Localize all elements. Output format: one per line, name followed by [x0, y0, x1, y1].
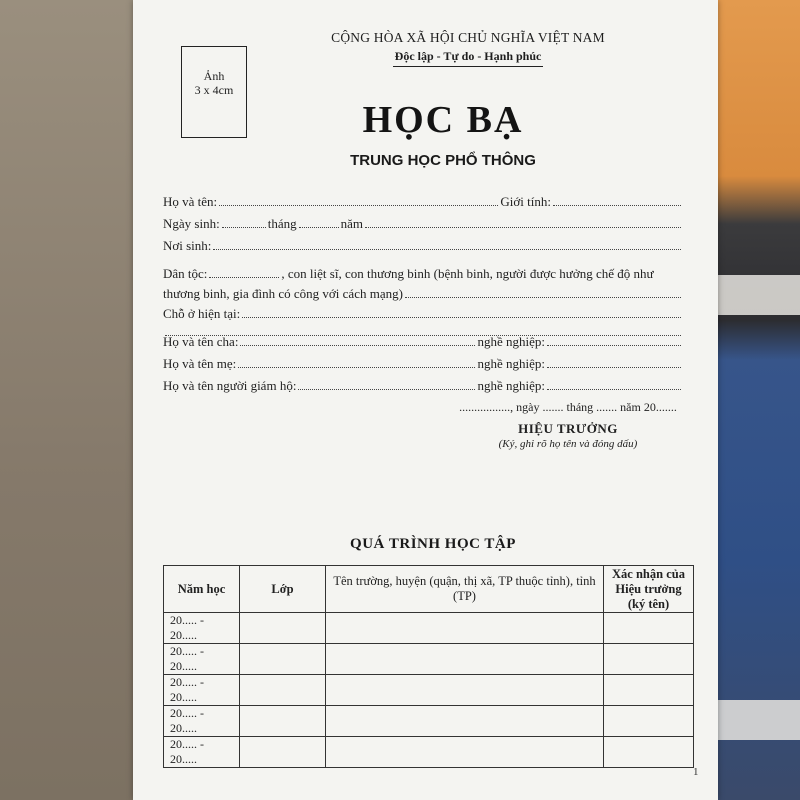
table-row: [164, 644, 694, 675]
class-cell[interactable]: [240, 675, 326, 706]
background-band: [715, 700, 800, 740]
guardian-job-field[interactable]: [547, 388, 681, 390]
address-label: Chỗ ở hiện tại:: [163, 306, 241, 321]
father-job-field[interactable]: [547, 344, 681, 346]
gender-label: Giới tính:: [500, 194, 551, 209]
history-title: QUÁ TRÌNH HỌC TẬP: [350, 536, 516, 552]
guardian-job-label: nghề nghiệp:: [477, 378, 545, 393]
page-title: HỌC BẠ: [362, 99, 524, 141]
school-year-cell: 20..... - 20.....: [164, 613, 240, 644]
dob-day-field[interactable]: [222, 226, 266, 228]
father-row: [163, 330, 683, 350]
name-field[interactable]: [219, 204, 498, 206]
mother-job-field[interactable]: [547, 366, 681, 368]
school-year-cell: 20..... - 20.....: [164, 675, 240, 706]
mother-job-label: nghề nghiệp:: [477, 356, 545, 371]
birthplace-field[interactable]: [213, 248, 681, 250]
table-row: [164, 613, 694, 644]
signature-role: HIỆU TRƯỞNG: [518, 421, 618, 436]
header-school-name: Tên trường, huyện (quận, thị xã, TP thuộc tỉnh), tỉnh (TP): [326, 566, 604, 613]
table-row: [164, 706, 694, 737]
school-name-cell[interactable]: [326, 675, 604, 706]
header-principal-confirmation: Xác nhận của Hiệu trưởng (ký tên): [604, 566, 694, 613]
school-year-cell: 20..... - 20.....: [164, 737, 240, 768]
school-year-cell: 20..... - 20.....: [164, 706, 240, 737]
signature-date: ................., ngày ....... tháng ....... năm 20.......: [459, 400, 677, 414]
gender-field[interactable]: [553, 204, 681, 206]
father-job-label: nghề nghiệp:: [477, 334, 545, 349]
birthplace-row: [163, 234, 683, 254]
dob-month-field[interactable]: [299, 226, 339, 228]
school-year-cell: 20..... - 20.....: [164, 644, 240, 675]
class-cell[interactable]: [240, 737, 326, 768]
mother-row: [163, 352, 683, 372]
background-right: [715, 0, 800, 800]
ethnicity-note: , con liệt sĩ, con thương binh (bệnh binh, người được hưởng chế độ như: [281, 266, 654, 281]
table-row: [164, 675, 694, 706]
table-row: [164, 737, 694, 768]
class-cell[interactable]: [240, 706, 326, 737]
school-name-cell[interactable]: [326, 613, 604, 644]
header-class: Lớp: [240, 566, 326, 613]
header-school-year: Năm học: [164, 566, 240, 613]
guardian-label: Họ và tên người giám hộ:: [163, 378, 297, 393]
photo-placeholder: [181, 46, 247, 138]
confirmation-cell[interactable]: [604, 737, 694, 768]
ethnicity-row: [163, 262, 683, 282]
confirmation-cell[interactable]: [604, 613, 694, 644]
dob-year-field[interactable]: [365, 226, 681, 228]
ethnicity-note-field[interactable]: [405, 296, 681, 298]
history-table: [163, 565, 694, 768]
national-motto: Độc lập - Tự do - Hạnh phúc: [393, 49, 544, 67]
history-header-row: [164, 566, 694, 613]
guardian-row: [163, 374, 683, 394]
ethnicity-label: Dân tộc:: [163, 266, 208, 281]
school-name-cell[interactable]: [326, 737, 604, 768]
national-name: CỘNG HÒA XÃ HỘI CHỦ NGHĨA VIỆT NAM: [331, 30, 605, 45]
ethnicity-row-2: [163, 282, 683, 302]
dob-month-label: tháng: [267, 216, 297, 231]
name-row: [163, 190, 683, 210]
class-cell[interactable]: [240, 613, 326, 644]
confirmation-cell[interactable]: [604, 644, 694, 675]
page-number: 1: [693, 766, 699, 778]
photo-label: Ảnh: [203, 69, 225, 83]
guardian-name-field[interactable]: [298, 388, 475, 390]
ethnicity-field[interactable]: [209, 276, 279, 278]
confirmation-cell[interactable]: [604, 675, 694, 706]
confirmation-cell[interactable]: [604, 706, 694, 737]
school-name-cell[interactable]: [326, 644, 604, 675]
document-page: [133, 0, 718, 800]
address-field[interactable]: [242, 316, 681, 318]
dob-year-label: năm: [340, 216, 363, 231]
dob-label: Ngày sinh:: [163, 216, 220, 231]
father-label: Họ và tên cha:: [163, 334, 239, 349]
name-label: Họ và tên:: [163, 194, 218, 209]
dob-row: [163, 212, 683, 232]
class-cell[interactable]: [240, 644, 326, 675]
father-name-field[interactable]: [240, 344, 475, 346]
background-left: [0, 0, 135, 800]
school-name-cell[interactable]: [326, 706, 604, 737]
signature-block: [433, 400, 703, 450]
address-row: [163, 302, 683, 322]
signature-note: (Ký, ghi rõ họ tên và đóng dấu): [498, 438, 638, 450]
photo-size: 3 x 4cm: [194, 83, 234, 97]
national-header: [313, 30, 623, 67]
page-subtitle: TRUNG HỌC PHỔ THÔNG: [350, 152, 536, 169]
mother-name-field[interactable]: [238, 366, 475, 368]
background-band: [715, 275, 800, 315]
birthplace-label: Nơi sinh:: [163, 238, 212, 253]
mother-label: Họ và tên mẹ:: [163, 356, 237, 371]
ethnicity-note-2: thương binh, gia đình có công với cách mạng): [163, 286, 403, 301]
